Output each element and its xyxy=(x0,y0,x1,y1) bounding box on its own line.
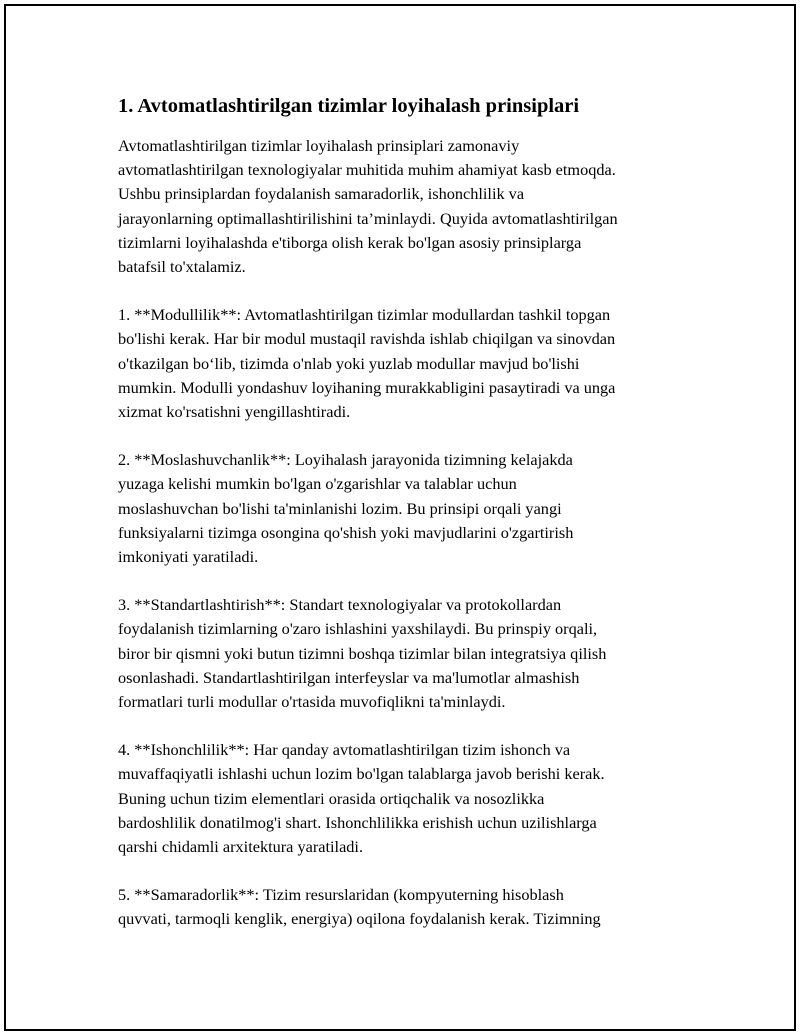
text-line: qarshi chidamli arxitektura yaratiladi. xyxy=(118,837,364,857)
paragraph xyxy=(118,448,718,569)
document-body xyxy=(118,92,718,956)
text-line: moslashuvchan bo'lishi ta'minlanishi lozim. Bu prinsipi orqali yangi xyxy=(118,498,562,518)
text-line: avtomatlashtirilgan texnologiyalar muhitida muhim ahamiyat kasb etmoqda. xyxy=(118,160,616,180)
text-line: 3. **Standartlashtirish**: Standart texnologiyalar va protokollardan xyxy=(118,595,562,615)
paragraph xyxy=(118,593,718,714)
text-line: yuzaga kelishi mumkin bo'lgan o'zgarishlar va talablar uchun xyxy=(118,474,517,494)
text-line: tizimlarni loyihalashda e'tiborga olish kerak bo'lgan asosiy prinsiplarga xyxy=(118,232,582,252)
text-line: biror bir qismni yoki butun tizimni boshqa tizimlar bilan integratsiya qilish xyxy=(118,643,607,663)
text-line: imkoniyati yaratiladi. xyxy=(118,547,259,567)
text-line: Buning uchun tizim elementlari orasida ortiqchalik va nosozlikka xyxy=(118,788,545,808)
text-line: muvaffaqiyatli ishlashi uchun lozim bo'lgan talablarga javob berishi kerak. xyxy=(118,764,605,784)
paragraph-container xyxy=(118,134,718,932)
text-line: 4. **Ishonchlilik**: Har qanday avtomatlashtirilgan tizim ishonch va xyxy=(118,740,571,760)
text-line: o'tkazilgan bo‘lib, tizimda o'nlab yoki yuzlab modullar mavjud bo'lishi xyxy=(118,353,580,373)
text-line: 5. **Samaradorlik**: Tizim resurslaridan (kompyuterning hisoblash xyxy=(118,885,564,905)
text-line: bardoshlilik donatilmog'i shart. Ishonchlilikka erishish uchun uzilishlarga xyxy=(118,812,597,832)
text-line: foydalanish tizimlarning o'zaro ishlashini yaxshilaydi. Bu prinspiy orqali, xyxy=(118,619,598,639)
text-line: mumkin. Modulli yondashuv loyihaning murakkabligini pasaytiradi va unga xyxy=(118,377,616,397)
section-heading: 1. Avtomatlashtirilgan tizimlar loyihalash prinsiplari xyxy=(118,95,580,117)
text-line: Avtomatlashtirilgan tizimlar loyihalash prinsiplari zamonaviy xyxy=(118,136,520,155)
text-line: bo'lishi kerak. Har bir modul mustaqil ravishda ishlab chiqilgan va sinovdan xyxy=(118,329,616,349)
text-line: xizmat ko'rsatishni yengillashtiradi. xyxy=(118,402,351,422)
paragraph xyxy=(118,738,718,859)
paragraph xyxy=(118,303,718,424)
paragraph xyxy=(118,134,718,279)
text-line: quvvati, tarmoqli kenglik, energiya) oqilona foydalanish kerak. Tizimning xyxy=(118,909,601,929)
text-line: Ushbu prinsiplardan foydalanish samaradorlik, ishonchlilik va xyxy=(118,184,525,204)
paragraph xyxy=(118,883,718,931)
text-line: batafsil to'xtalamiz. xyxy=(118,257,246,277)
text-line: 1. **Modullilik**: Avtomatlashtirilgan tizimlar modullardan tashkil topgan xyxy=(118,305,611,325)
text-line: funksiyalarni tizimga osongina qo'shish yoki mavjudlarini o'zgartirish xyxy=(118,522,574,542)
text-line: jarayonlarning optimallashtirilishini ta’minlaydi. Quyida avtomatlashtirilgan xyxy=(118,208,618,228)
text-line: osonlashadi. Standartlashtirilgan interfeyslar va ma'lumotlar almashish xyxy=(118,667,580,687)
text-line: 2. **Moslashuvchanlik**: Loyihalash jarayonida tizimning kelajakda xyxy=(118,450,573,470)
text-line: formatlari turli modullar o'rtasida muvofiqlikni ta'minlaydi. xyxy=(118,692,506,712)
